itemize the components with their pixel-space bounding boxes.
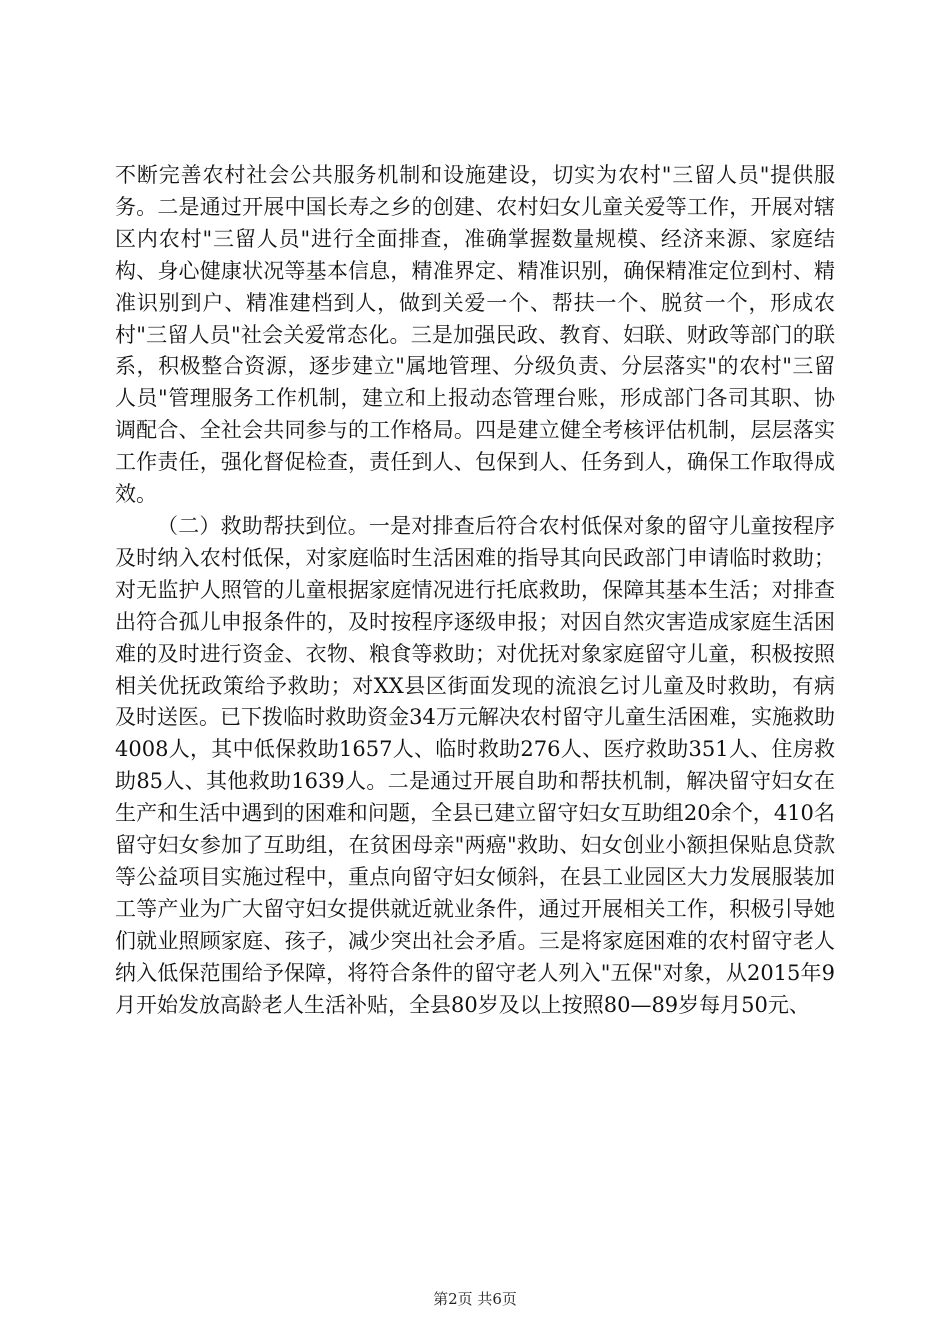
paragraph-continuation: 不断完善农村社会公共服务机制和设施建设，切实为农村"三留人员"提供服务。二是通过开展中国长寿之乡的创建、农村妇女儿童关爱等工作，开展对辖区内农村"三留人员"进行全面排查，准确掌握数量规模、经济来源、家庭结构、身心健康状况等基本信息，精准界定、精准识别，确保精准定位到村、精准识别到户、精准建档到人，做到关爱一个、帮扶一个、脱贫一个，形成农村"三留人员"社会关爱常态化。三是加强民政、教育、妇联、财政等部门的联系，积极整合资源，逐步建立"属地管理、分级负责、分层落实"的农村"三留人员"管理服务工作机制，建立和上报动态管理台账，形成部门各司其职、协调配合、全社会共同参与的工作格局。四是建立健全考核评估机制，层层落实工作责任，强化督促检查，责任到人、包保到人、任务到人，确保工作取得成效。 [115, 163, 835, 507]
document-body [115, 160, 835, 1021]
page-number: 第2页 共6页 [433, 1290, 517, 1308]
paragraph-rescue-assistance: （二）救助帮扶到位。一是对排查后符合农村低保对象的留守儿童按程序及时纳入农村低保，对家庭临时生活困难的指导其向民政部门申请临时救助；对无监护人照管的儿童根据家庭情况进行托底救助，保障其基本生活；对排查出符合孤儿申报条件的，及时按程序逐级申报；对因自然灾害造成家庭生活困难的及时进行资金、衣物、粮食等救助；对优抚对象家庭留守儿童，积极按照相关优抚政策给予救助；对XX县区街面发现的流浪乞讨儿童及时救助，有病及时送医。已下拨临时救助资金34万元解决农村留守儿童生活困难，实施救助4008人，其中低保救助1657人、临时救助276人、医疗救助351人、住房救助85人、其他救助1639人。二是通过开展自助和帮扶机制，解决留守妇女在生产和生活中遇到的困难和问题，全县已建立留守妇女互助组20余个，410名留守妇女参加了互助组，在贫困母亲"两癌"救助、妇女创业小额担保贴息贷款等公益项目实施过程中，重点向留守妇女倾斜，在县工业园区大力发展服装加工等产业为广大留守妇女提供就近就业条件，通过开展相关工作，积极引导她们就业照顾家庭、孩子，减少突出社会矛盾。三是将家庭困难的农村留守老人纳入低保范围给予保障，将符合条件的留守老人列入"五保"对象，从2015年9月开始发放高龄老人生活补贴，全县80岁及以上按照80—89岁每月50元、 [115, 513, 835, 1017]
page-footer [0, 1288, 950, 1309]
